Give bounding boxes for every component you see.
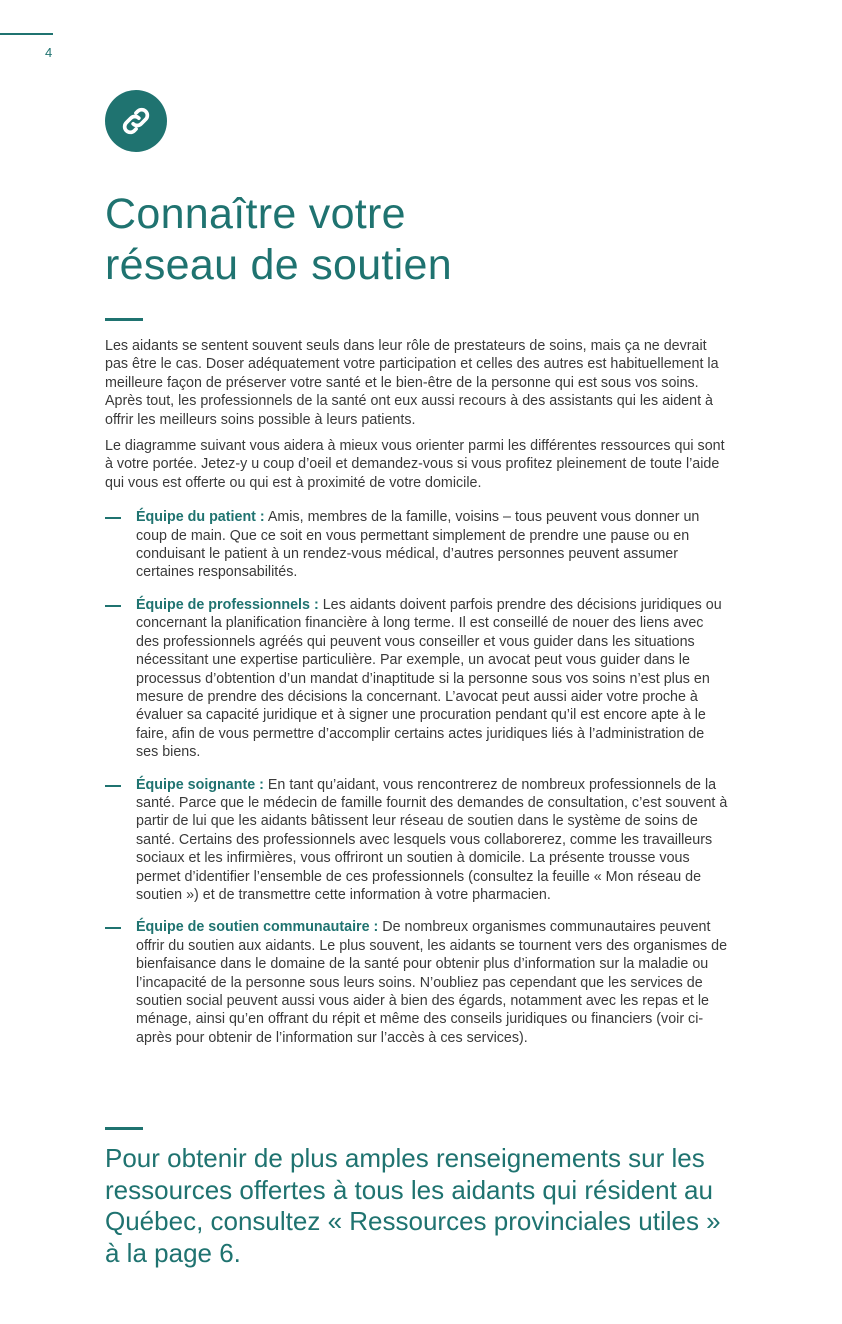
callout-text: Pour obtenir de plus amples renseignements sur les ressources offertes à tous les aidants qui résident au Québec, consultez « Ressources provinciales utiles » à la page 6.: [105, 1143, 721, 1268]
title-line-2: réseau de soutien: [105, 241, 452, 289]
page-number: 4: [45, 45, 53, 60]
title-line-1: Connaître votre: [105, 190, 406, 238]
team-term: Équipe de professionnels :: [136, 596, 319, 613]
link-icon: [119, 104, 153, 138]
team-term: Équipe soignante :: [136, 776, 264, 793]
team-item-professionals: [105, 596, 730, 762]
team-list: [105, 508, 730, 1047]
body-content: [105, 337, 730, 1061]
team-description: Les aidants doivent parfois prendre des décisions juridiques ou concernant la planification financière à long terme. Il est conseillé de nouer des liens avec des professionnels agréés qui peuvent vous conseiller et vous guider dans les situations nécessitant une expertise particulière. Par exemple, un avocat peut vous guider dans le processus d’obtention d’un mandat d’inaptitude si la personne sous vos soins n’est plus en mesure de prendre des décisions la concernant. L’avocat peut aussi aider votre proche à évaluer sa capacité juridique et à signer une procuration pendant qu’il est encore apte à le faire, afin de vous permettre d’accomplir certains actes juridiques liés à l’administration de ses biens.: [136, 596, 722, 761]
team-item-community: [105, 918, 730, 1047]
team-term: Équipe du patient :: [136, 509, 265, 526]
dash-bullet: [105, 517, 121, 519]
intro-paragraph: Le diagramme suivant vous aidera à mieux vous orienter parmi les différentes ressources qui sont à votre portée. Jetez-y u coup d’oeil et demandez-vous si vous profitez pleinement de toute l’aide qui vous est offerte ou qui est à proximité de votre domicile.: [105, 438, 725, 491]
page-title: [105, 189, 452, 291]
team-description: Amis, membres de la famille, voisins – tous peuvent vous donner un coup de main. Que ce soit en vous permettant simplement de prendre une pause ou en conduisant le patient à un rendez-vous médical, d’autres personnes peuvent assumer certaines responsabilités.: [136, 509, 700, 581]
team-term: Équipe de soutien communautaire :: [136, 919, 379, 936]
dash-bullet: [105, 605, 121, 607]
dash-bullet: [105, 927, 121, 929]
team-item-patient: [105, 508, 730, 582]
dash-bullet: [105, 785, 121, 787]
link-icon-badge: [105, 90, 167, 152]
team-item-care: [105, 776, 730, 905]
intro-paragraph: Les aidants se sentent souvent seuls dans leur rôle de prestateurs de soins, mais ça ne devrait pas être le cas. Doser adéquatement votre participation et celles des autres est habituellement la meilleure façon de préserver votre santé et le bien-être de la personne qui est sous vos soins. Après tout, les professionnels de la santé ont eux aussi recours à des assistants qui les aident à offrir les meilleurs soins possible à leurs patients.: [105, 338, 719, 428]
top-rule: [0, 33, 53, 35]
title-divider: [105, 318, 143, 321]
team-description: De nombreux organismes communautaires peuvent offrir du soutien aux aidants. Le plus souvent, les aidants se tournent vers des organismes de bienfaisance dans le domaine de la santé pour obtenir plus d’information sur la maladie ou l’incapacité de la personne sous leurs soins. N’oubliez pas cependant que les services de soutien social peuvent aussi vous aider à bien des égards, notamment avec les repas et le ménage, ainsi qu’en offrant du répit et même des conseils juridiques ou financiers (voir ci-après pour obtenir de l’information sur l’accès à ces services).: [136, 919, 728, 1046]
callout-divider: [105, 1127, 143, 1130]
team-description: En tant qu’aidant, vous rencontrerez de nombreux professionnels de la santé. Parce que le médecin de famille fournit des demandes de consultation, c’est souvent à partir de lui que les aidants bâtissent leur réseau de soutien dans le système de soins de santé. Certains des professionnels avec lesquels vous collaborerez, comme les travailleurs sociaux et les infirmières, vous offriront un soutien à domicile. La présente trousse vous permet d’identifier l’ensemble de ces professionnels (consultez la feuille « Mon réseau de soutien ») et de transmettre cette information à votre pharmacien.: [136, 776, 728, 903]
